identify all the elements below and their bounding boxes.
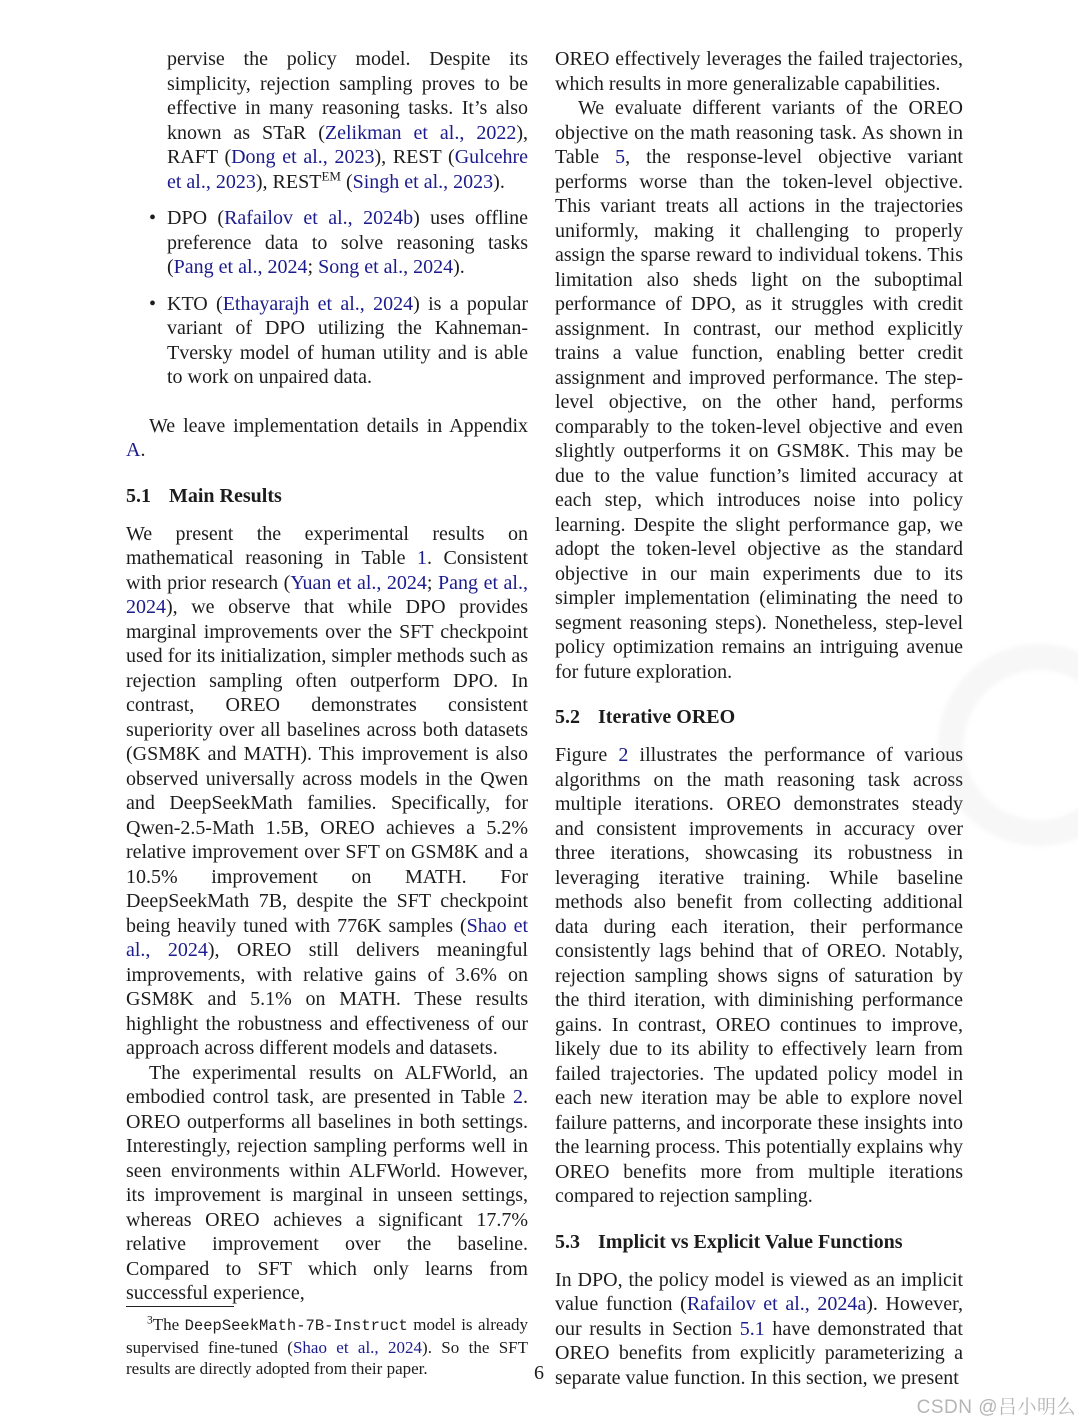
citation-link[interactable]: 5.1 [739, 1317, 765, 1340]
text-run: OREO effectively leverages the failed trajectories, which results in more generalizable capabilities. [555, 48, 963, 95]
footnote-marker: 3 [147, 1313, 153, 1326]
text-run: ), REST [255, 170, 322, 193]
section-heading [555, 1230, 963, 1254]
citation-link[interactable]: 2 [618, 744, 629, 766]
text-run: , the response-level objective variant performs worse than the token-level objective. This variant treats all actions in the trajectories uniformly, making it challenging to properly assign the sparse reward to individual tokens. This limitation also sheds light on the suboptimal performance of DPO, as it struggles with credit assignment. In contrast, our method explicitly trains a value function, enabling better credit assignment and improved performance. The step-level objective, on the other hand, performs comparably to the token-level objective and even slightly outperforms it on GSM8K. This may be due to the value function’s limited accuracy at each step, which introduces noise into policy learning. Despite the slight performance gap, we adopt the token-level objective as the standard objective in our main experiments due to its simpler implementation (eliminating the need to segment reasoning steps). Nonetheless, step-level policy optimization remains an intriguing avenue for future exploration. [555, 146, 963, 683]
citation-link[interactable]: Dong et al., 2023 [231, 146, 375, 168]
text-run: The [152, 1314, 185, 1334]
citation-link[interactable]: Pang et al., 2024 [126, 571, 528, 618]
section-number: 5.1 [126, 484, 151, 507]
text-run: ( [340, 170, 353, 193]
citation-link[interactable]: 1 [417, 547, 427, 569]
text-run: DPO ( [167, 207, 225, 229]
citation-link[interactable]: 2 [513, 1086, 523, 1108]
citation-link[interactable]: Gulcehre et al., 2023 [167, 146, 529, 193]
text-run: ), we observe that while DPO provides marginal improvements over the SFT checkpoint used for its initialization, simpler methods such as rejection sampling often outperform DPO. In contrast, OREO demonstrates consistent superiority over all baselines across both datasets (GSM8K and MATH). This improvement is also observed universally across models in the Qwen and DeepSeekMath families. Specifically, for Qwen-2.5-Math 1.5B, OREO achieves a 5.2% relative improvement over SFT on GSM8K and a 10.5% improvement on MATH. For DeepSeekMath 7B, despite the SFT checkpoint being heavily tuned with 776K samples ( [126, 596, 528, 937]
citation-link[interactable]: Rafailov et al., 2024b [224, 207, 414, 229]
text-run: We leave implementation details in Appendix [149, 414, 528, 437]
list-item-text [167, 292, 528, 390]
text-run: ). [493, 170, 505, 193]
text-run: ) uses offline preference data to solve reasoning tasks ( [167, 207, 528, 278]
text-run: ) is a popular variant of DPO utilizing the Kahneman-Tversky model of human utility and is able to work on unpaired data. [167, 292, 528, 388]
text-run: ). So the SFT results are directly adopted from their paper. [126, 1337, 529, 1378]
list-item [126, 292, 528, 390]
section-heading [555, 705, 963, 729]
section-title: Main Results [169, 484, 282, 507]
citation-link[interactable]: A [126, 439, 141, 461]
text-run: ), OREO still delivers meaningful improvements, with relative gains of 3.6% on GSM8K and 5.1% on MATH. These results highlight the robustness and effectiveness of our approach across different models and datasets. [126, 939, 528, 1059]
text-run: have demonstrated that OREO benefits from explicitly parameterizing a separate value function. In this section, we present [555, 1317, 963, 1389]
paragraph [126, 1061, 528, 1306]
list-item-text [167, 47, 528, 194]
section-title: Iterative OREO [598, 706, 736, 728]
citation-link[interactable]: Yuan et al., 2024 [290, 571, 427, 594]
bullet-icon: • [149, 207, 157, 229]
citation-link[interactable]: Singh et al., 2023 [352, 170, 494, 193]
citation-link[interactable]: Shao et al., 2024 [292, 1337, 423, 1357]
text-run: ; [426, 571, 439, 594]
section-title: Implicit vs Explicit Value Functions [598, 1230, 903, 1253]
citation-link[interactable]: Ethayarajh et al., 2024 [222, 292, 414, 315]
text-run: . [140, 439, 146, 461]
text-run: . Consistent with prior research ( [126, 547, 528, 594]
paragraph [126, 414, 528, 463]
text-run: The experimental results on ALFWorld, an embodied control task, are presented in Table [126, 1061, 528, 1108]
citation-link[interactable]: Zelikman et al., 2022 [324, 121, 517, 144]
text-run: We present the experimental results on mathematical reasoning in Table [126, 522, 528, 569]
text-run: ). However, our results in Section [555, 1293, 963, 1340]
citation-link[interactable]: 5 [615, 146, 626, 168]
citation-link[interactable]: Rafailov et al., 2024a [686, 1293, 867, 1315]
csdn-watermark: CSDN @吕小明么 [916, 1397, 1076, 1418]
text-run: ). [453, 256, 465, 278]
page-number: 6 [534, 1362, 544, 1384]
citation-link[interactable]: Song et al., 2024 [318, 256, 454, 278]
left-column [126, 47, 529, 1378]
section-heading [126, 484, 528, 508]
citation-link[interactable]: Shao et al., 2024 [126, 914, 529, 961]
code-text: DeepSeekMath-7B-Instruct [184, 1316, 408, 1335]
paragraph [126, 522, 528, 1061]
list-item-continuation [126, 47, 528, 194]
list-item [126, 206, 528, 280]
text-run: We evaluate different variants of the OREO objective on the math reasoning task. As shown in Table [555, 97, 963, 168]
text-run: . OREO outperforms all baselines in both settings. Interestingly, rejection sampling performs well in seen environments within ALFWorld. However, its improvement is marginal in unseen settings, whereas OREO achieves a significant 17.7% relative improvement over the baseline. Compared to SFT which only learns from successful experience, [126, 1086, 528, 1304]
text-run: model is already supervised fine-tuned ( [126, 1314, 528, 1357]
list-item-text [167, 206, 528, 280]
text-run: ), RAFT ( [167, 121, 528, 168]
text-run: ; [307, 256, 319, 278]
text-run: Figure [555, 744, 619, 766]
paragraph [555, 47, 963, 96]
footnote-rule [126, 1306, 234, 1307]
paragraph [555, 96, 963, 684]
right-column [555, 47, 963, 1390]
bullet-icon [149, 47, 167, 194]
text-run: pervise the policy model. Despite its simplicity, rejection sampling proves to be effective in many reasoning tasks. It’s also known as STaR ( [167, 48, 528, 144]
paragraph [555, 743, 963, 1209]
section-number: 5.2 [555, 706, 580, 728]
superscript-text: EM [321, 167, 341, 183]
section-number: 5.3 [555, 1230, 580, 1253]
bullet-icon: • [149, 292, 157, 315]
citation-link[interactable]: Pang et al., 2024 [173, 256, 308, 278]
text-run: In DPO, the policy model is viewed as an implicit value function ( [555, 1268, 963, 1315]
text-run: ), REST ( [374, 146, 455, 168]
text-run: KTO ( [167, 292, 223, 315]
text-run: illustrates the performance of various algorithms on the math reasoning task across multiple iterations. OREO demonstrates steady and consistent improvements in accuracy over three iterations, showcasing its robustness in leveraging iterative training. While baseline methods also benefit from collecting additional data during each iteration, their performance consistently lags behind that of OREO. Notably, rejection sampling shows signs of saturation by the third iteration, with diminishing performance gains. In contrast, OREO continues to improve, likely due to its ability to effectively learn from failed trajectories. The updated policy model in each new iteration may be able to explore novel failure patterns, and incorporate these insights into the learning process. This potentially explains why OREO benefits more from multiple iterations compared to rejection sampling. [555, 744, 964, 1207]
